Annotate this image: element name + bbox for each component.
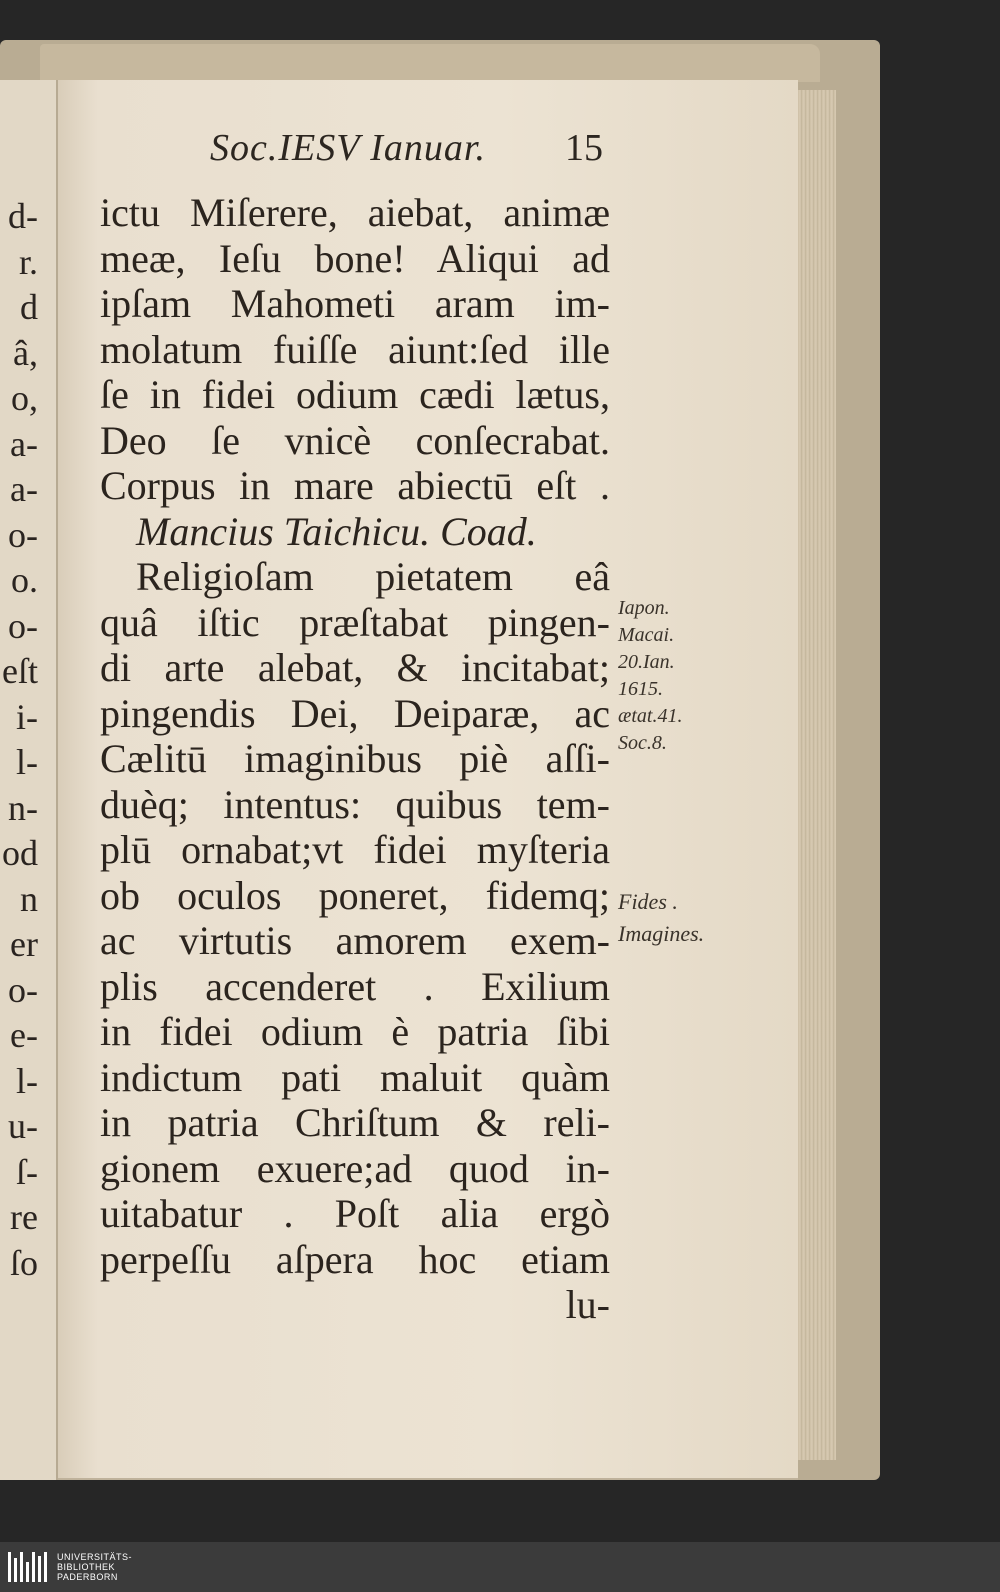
text-line: ac virtutis amorem exem- [100, 918, 610, 963]
facing-page-text: r. [18, 241, 38, 282]
facing-page-text: ſo [9, 1242, 38, 1283]
logo-line-1: UNIVERSITÄTS- [57, 1552, 133, 1562]
facing-page-text: l- [16, 1060, 38, 1101]
facing-page-text: â, [13, 332, 38, 373]
facing-page-text: u- [8, 1106, 38, 1146]
text-line: Cælitū imaginibus piè aſſi- [100, 736, 610, 781]
margin-note-line: Iapon. [618, 597, 670, 619]
book-fore-edge [798, 90, 836, 1460]
facing-page-text: o- [8, 969, 38, 1010]
library-logo-icon [8, 1552, 47, 1582]
facing-page-fragment [0, 80, 59, 1480]
facing-page-text: a- [10, 423, 38, 464]
facing-page-text: a- [10, 469, 38, 509]
facing-page-text: ſ- [16, 1151, 38, 1192]
text-line: ob oculos poneret, fidemq; [100, 872, 610, 918]
margin-note-line: 20.Ian. [618, 651, 675, 673]
catchword: lu- [565, 1282, 610, 1327]
text-line: meæ, Ieſu bone! Aliqui ad [100, 235, 610, 281]
running-head: Soc.IESV Ianuar. [210, 127, 486, 169]
facing-page-text: i- [16, 696, 38, 737]
text-line: in patria Chriſtum & reli- [100, 1100, 610, 1145]
text-line: indictum pati maluit quàm [100, 1054, 610, 1100]
facing-page-text: eſt [2, 651, 38, 691]
facing-page-text: o. [11, 560, 38, 600]
margin-note-line: Fides . [618, 889, 678, 914]
library-logo-text [57, 1552, 132, 1582]
margin-note-line: Imagines. [618, 921, 705, 946]
margin-note-iapon [618, 595, 682, 757]
facing-page-text: n- [8, 787, 38, 828]
facing-page-text: e- [10, 1015, 38, 1055]
text-line: pingendis Dei, Deiparæ, ac [100, 690, 610, 736]
facing-page-text: o, [11, 378, 38, 418]
facing-page-text: d- [8, 196, 38, 236]
text-line: ictu Miſerere, aiebat, animæ [100, 190, 610, 235]
margin-note-line: ætat.41. [618, 705, 683, 727]
text-line: di arte alebat, & incitabat; [100, 645, 610, 690]
text-line: gionem exuere;ad quod in- [100, 1145, 610, 1191]
text-line: quâ iſtic præſtabat pingen- [100, 599, 610, 645]
text-line: Deo ſe vnicè conſecrabat. [100, 417, 610, 463]
facing-page-text: er [10, 924, 38, 964]
main-text-block [100, 190, 610, 1328]
text-line: Religioſam pietatem eâ [136, 554, 610, 599]
logo-line-3: PADERBORN [57, 1572, 118, 1582]
book-top-edge [40, 44, 820, 82]
text-line: duèq; intentus: quibus tem- [100, 781, 610, 827]
facing-page-text: d [20, 287, 38, 327]
text-line: plū ornabat;vt fidei myſteria [100, 827, 610, 872]
text-line: Corpus in mare abiectū eſt . [100, 463, 610, 508]
margin-note-line: 1615. [618, 678, 663, 700]
facing-page-text: o- [8, 514, 38, 555]
page-number: 15 [565, 127, 603, 169]
logo-line-2: BIBLIOTHEK [57, 1562, 116, 1572]
text-line: perpeſſu aſpera hoc etiam [100, 1236, 610, 1282]
facing-page-text: l- [16, 742, 38, 782]
margin-note-line: Soc.8. [618, 732, 667, 754]
text-line: in fidei odium è patria ſibi [100, 1009, 610, 1054]
section-heading: Mancius Taichicu. Coad. [136, 508, 537, 554]
facing-page-text: o- [8, 605, 38, 646]
text-line: uitabatur . Poſt alia ergò [100, 1191, 610, 1236]
text-line: plis accenderet . Exilium [100, 963, 610, 1009]
facing-page-text: od [2, 833, 38, 873]
margin-note-line: Macai. [618, 624, 675, 646]
library-footer [0, 1542, 1000, 1592]
facing-page-text: re [10, 1197, 38, 1237]
text-line: molatum fuiſſe aiunt:ſed ille [100, 326, 610, 372]
text-line: ipſam Mahometi aram im- [100, 281, 610, 326]
facing-page-text: n [20, 878, 38, 919]
text-line: ſe in fidei odium cædi lætus, [100, 372, 610, 417]
margin-note-fides [618, 886, 704, 950]
